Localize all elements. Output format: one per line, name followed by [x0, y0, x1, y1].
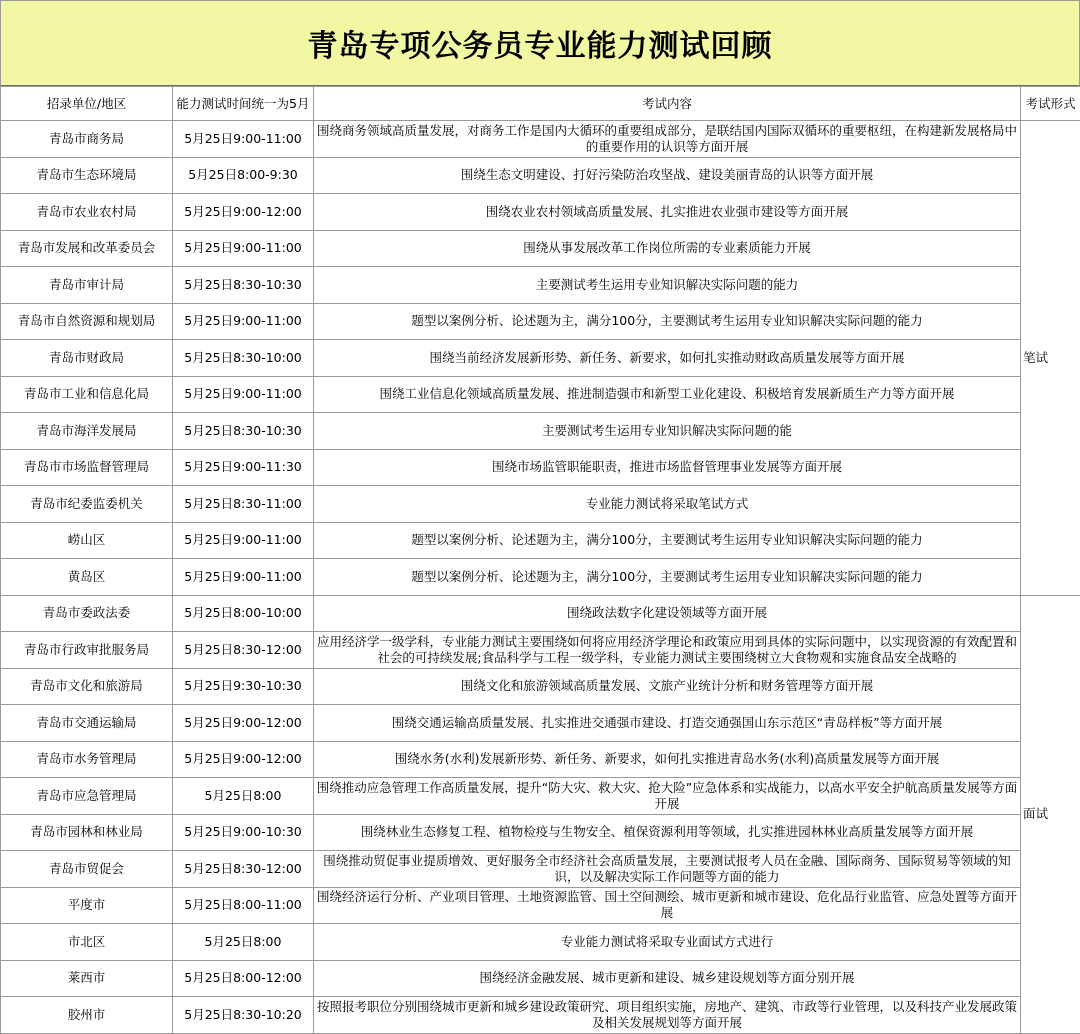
time-cell: 5月25日8:30-10:30: [173, 267, 314, 304]
content-cell: 题型以案例分析、论述题为主，满分100分，主要测试考生运用专业知识解决实际问题的能力: [314, 559, 1021, 596]
unit-cell: 青岛市交通运输局: [1, 705, 173, 742]
time-cell: 5月25日9:00-11:00: [173, 559, 314, 596]
time-cell: 5月25日9:00-10:30: [173, 814, 314, 851]
unit-cell: 青岛市行政审批服务局: [1, 632, 173, 669]
unit-cell: 青岛市园林和林业局: [1, 814, 173, 851]
content-cell: 围绕推动贸促事业提质增效、更好服务全市经济社会高质量发展，主要测试报考人员在金融、国际商务、国际贸易等领域的知识，以及解决实际工作问题等方面的能力: [314, 851, 1021, 888]
content-cell: 主要测试考生运用专业知识解决实际问题的能: [314, 413, 1021, 450]
table-row: [1, 486, 1080, 523]
time-cell: 5月25日8:00-11:00: [173, 887, 314, 924]
time-cell: 5月25日9:00-11:00: [173, 522, 314, 559]
time-cell: 5月25日9:00-12:00: [173, 194, 314, 231]
table-row: [1, 340, 1080, 377]
unit-cell: 青岛市生态环境局: [1, 157, 173, 194]
exam-table: [0, 86, 1080, 1034]
table-row: [1, 522, 1080, 559]
unit-cell: 青岛市自然资源和规划局: [1, 303, 173, 340]
content-cell: 围绕商务领域高质量发展，对商务工作是国内大循环的重要组成部分，是联结国内国际双循环的重要枢纽，在构建新发展格局中的重要作用的认识等方面开展: [314, 121, 1021, 158]
unit-cell: 黄岛区: [1, 559, 173, 596]
table-row: [1, 851, 1080, 888]
table-row: [1, 595, 1080, 632]
time-cell: 5月25日8:30-10:30: [173, 413, 314, 450]
content-cell: 围绕推动应急管理工作高质量发展，提升“防大灾、救大灾、抢大险”应急体系和实战能力，以高水平安全护航高质量发展等方面开展: [314, 778, 1021, 815]
table-row: [1, 705, 1080, 742]
time-cell: 5月25日9:00-11:00: [173, 376, 314, 413]
unit-cell: 青岛市发展和改革委员会: [1, 230, 173, 267]
time-cell: 5月25日9:00-11:30: [173, 449, 314, 486]
unit-cell: 青岛市工业和信息化局: [1, 376, 173, 413]
unit-cell: 青岛市委政法委: [1, 595, 173, 632]
header-unit: 招录单位/地区: [1, 87, 173, 121]
content-cell: 围绕当前经济发展新形势、新任务、新要求，如何扎实推动财政高质量发展等方面开展: [314, 340, 1021, 377]
table-row: [1, 559, 1080, 596]
content-cell: 围绕农业农村领域高质量发展、扎实推进农业强市建设等方面开展: [314, 194, 1021, 231]
time-cell: 5月25日9:00-11:00: [173, 121, 314, 158]
table-body: [1, 121, 1080, 1034]
table-row: [1, 376, 1080, 413]
content-cell: 围绕水务(水利)发展新形势、新任务、新要求，如何扎实推进青岛水务(水利)高质量发展等方面开展: [314, 741, 1021, 778]
time-cell: 5月25日8:30-12:00: [173, 632, 314, 669]
table-row: [1, 814, 1080, 851]
time-cell: 5月25日9:30-10:30: [173, 668, 314, 705]
table-row: [1, 997, 1080, 1034]
unit-cell: 青岛市水务管理局: [1, 741, 173, 778]
table-row: [1, 960, 1080, 997]
exam-form-cell: 面试: [1021, 595, 1080, 1033]
content-cell: 围绕经济运行分析、产业项目管理、土地资源监管、国土空间测绘、城市更新和城市建设、危化品行业监管、应急处置等方面开展: [314, 887, 1021, 924]
unit-cell: 青岛市审计局: [1, 267, 173, 304]
content-cell: 专业能力测试将采取笔试方式: [314, 486, 1021, 523]
table-row: [1, 778, 1080, 815]
header-row: [1, 87, 1080, 121]
unit-cell: 青岛市财政局: [1, 340, 173, 377]
time-cell: 5月25日8:30-11:00: [173, 486, 314, 523]
time-cell: 5月25日9:00-12:00: [173, 705, 314, 742]
table-row: [1, 668, 1080, 705]
unit-cell: 青岛市纪委监委机关: [1, 486, 173, 523]
time-cell: 5月25日8:30-10:20: [173, 997, 314, 1034]
header-form: 考试形式: [1021, 87, 1080, 121]
page-title: 青岛专项公务员专业能力测试回顾: [0, 0, 1080, 87]
exam-form-cell: 笔试: [1021, 121, 1080, 596]
content-cell: 围绕经济金融发展、城市更新和建设、城乡建设规划等方面分别开展: [314, 960, 1021, 997]
unit-cell: 青岛市文化和旅游局: [1, 668, 173, 705]
time-cell: 5月25日8:30-10:00: [173, 340, 314, 377]
time-cell: 5月25日8:00-12:00: [173, 960, 314, 997]
content-cell: 围绕文化和旅游领域高质量发展、文旅产业统计分析和财务管理等方面开展: [314, 668, 1021, 705]
table-row: [1, 121, 1080, 158]
table-row: [1, 741, 1080, 778]
table-row: [1, 413, 1080, 450]
content-cell: 围绕林业生态修复工程、植物检疫与生物安全、植保资源利用等领域，扎实推进园林林业高质量发展等方面开展: [314, 814, 1021, 851]
unit-cell: 莱西市: [1, 960, 173, 997]
time-cell: 5月25日8:00: [173, 924, 314, 961]
header-content: 考试内容: [314, 87, 1021, 121]
table-row: [1, 157, 1080, 194]
content-cell: 专业能力测试将采取专业面试方式进行: [314, 924, 1021, 961]
time-cell: 5月25日9:00-12:00: [173, 741, 314, 778]
table-row: [1, 632, 1080, 669]
content-cell: 围绕从事发展改革工作岗位所需的专业素质能力开展: [314, 230, 1021, 267]
content-cell: 围绕生态文明建设、打好污染防治攻坚战、建设美丽青岛的认识等方面开展: [314, 157, 1021, 194]
content-cell: 围绕交通运输高质量发展、扎实推进交通强市建设、打造交通强国山东示范区“青岛样板”等方面开展: [314, 705, 1021, 742]
unit-cell: 青岛市商务局: [1, 121, 173, 158]
table-row: [1, 303, 1080, 340]
table-row: [1, 449, 1080, 486]
time-cell: 5月25日8:00-10:00: [173, 595, 314, 632]
content-cell: 主要测试考生运用专业知识解决实际问题的能力: [314, 267, 1021, 304]
table-row: [1, 194, 1080, 231]
content-cell: 按照报考职位分别围绕城市更新和城乡建设政策研究、项目组织实施，房地产、建筑、市政等行业管理，以及科技产业发展政策及相关发展规划等方面开展: [314, 997, 1021, 1034]
unit-cell: 市北区: [1, 924, 173, 961]
table-row: [1, 230, 1080, 267]
header-time: 能力测试时间统一为5月: [173, 87, 314, 121]
time-cell: 5月25日8:30-12:00: [173, 851, 314, 888]
time-cell: 5月25日8:00-9:30: [173, 157, 314, 194]
table-row: [1, 924, 1080, 961]
content-cell: 围绕市场监管职能职责，推进市场监督管理事业发展等方面开展: [314, 449, 1021, 486]
unit-cell: 青岛市海洋发展局: [1, 413, 173, 450]
content-cell: 围绕政法数字化建设领域等方面开展: [314, 595, 1021, 632]
unit-cell: 青岛市贸促会: [1, 851, 173, 888]
time-cell: 5月25日8:00: [173, 778, 314, 815]
unit-cell: 青岛市应急管理局: [1, 778, 173, 815]
content-cell: 题型以案例分析、论述题为主，满分100分，主要测试考生运用专业知识解决实际问题的能力: [314, 522, 1021, 559]
content-cell: 围绕工业信息化领域高质量发展、推进制造强市和新型工业化建设、积极培育发展新质生产力等方面开展: [314, 376, 1021, 413]
time-cell: 5月25日9:00-11:00: [173, 303, 314, 340]
unit-cell: 青岛市市场监督管理局: [1, 449, 173, 486]
unit-cell: 胶州市: [1, 997, 173, 1034]
unit-cell: 青岛市农业农村局: [1, 194, 173, 231]
time-cell: 5月25日9:00-11:00: [173, 230, 314, 267]
unit-cell: 崂山区: [1, 522, 173, 559]
table-row: [1, 267, 1080, 304]
unit-cell: 平度市: [1, 887, 173, 924]
content-cell: 题型以案例分析、论述题为主，满分100分，主要测试考生运用专业知识解决实际问题的能力: [314, 303, 1021, 340]
content-cell: 应用经济学一级学科，专业能力测试主要围绕如何将应用经济学理论和政策应用到具体的实际问题中，以实现资源的有效配置和社会的可持续发展;食品科学与工程一级学科，专业能力测试主要围绕树立大食物观和实施食品安全战略的: [314, 632, 1021, 669]
table-row: [1, 887, 1080, 924]
